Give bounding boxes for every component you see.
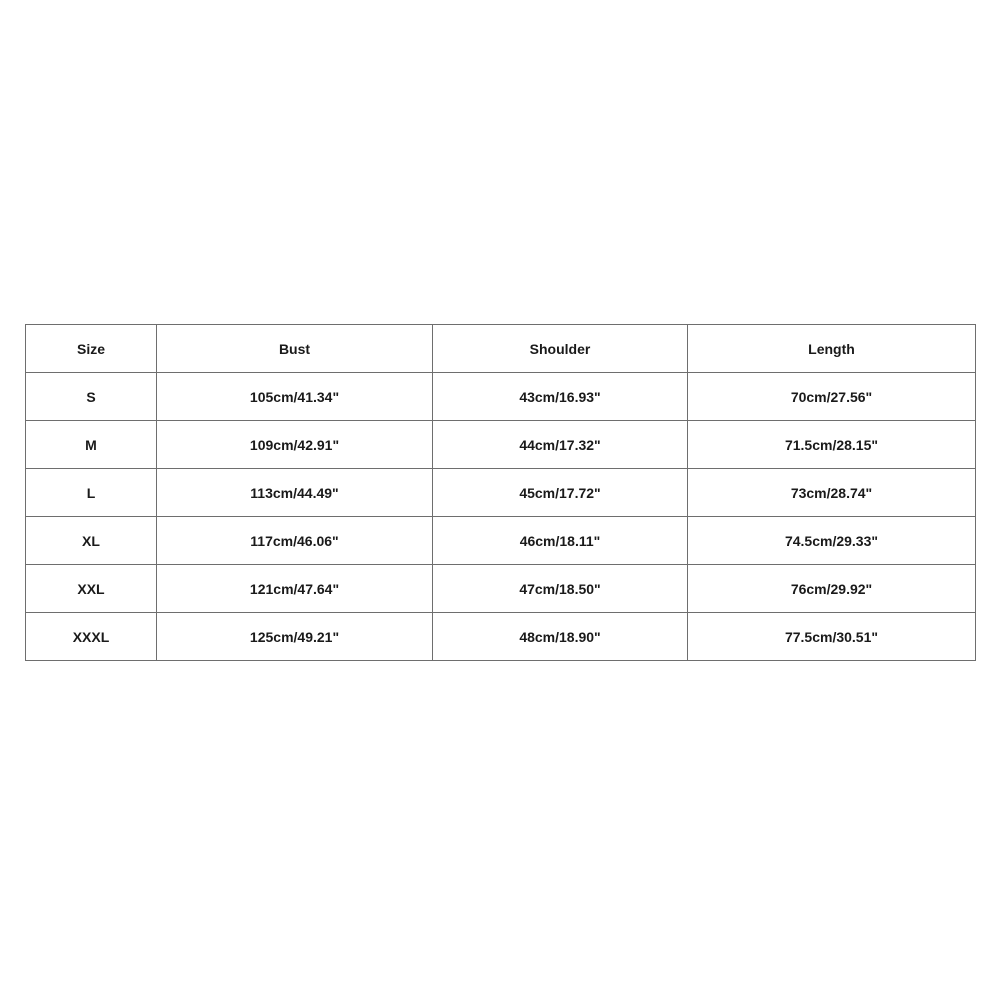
length-cell: 73cm/28.74" <box>688 469 976 517</box>
table-row <box>26 469 976 517</box>
length-cell: 76cm/29.92" <box>688 565 976 613</box>
table-row <box>26 373 976 421</box>
header-bust: Bust <box>157 325 433 373</box>
size-cell: XXL <box>26 565 157 613</box>
bust-cell: 109cm/42.91" <box>157 421 433 469</box>
bust-cell: 117cm/46.06" <box>157 517 433 565</box>
shoulder-cell: 47cm/18.50" <box>433 565 688 613</box>
shoulder-cell: 45cm/17.72" <box>433 469 688 517</box>
size-cell: XXXL <box>26 613 157 661</box>
size-cell: L <box>26 469 157 517</box>
size-cell: M <box>26 421 157 469</box>
bust-cell: 125cm/49.21" <box>157 613 433 661</box>
shoulder-cell: 43cm/16.93" <box>433 373 688 421</box>
shoulder-cell: 46cm/18.11" <box>433 517 688 565</box>
bust-cell: 113cm/44.49" <box>157 469 433 517</box>
table-row <box>26 517 976 565</box>
length-cell: 70cm/27.56" <box>688 373 976 421</box>
shoulder-cell: 48cm/18.90" <box>433 613 688 661</box>
size-cell: XL <box>26 517 157 565</box>
header-row <box>26 325 976 373</box>
length-cell: 74.5cm/29.33" <box>688 517 976 565</box>
length-cell: 71.5cm/28.15" <box>688 421 976 469</box>
size-cell: S <box>26 373 157 421</box>
table-row <box>26 565 976 613</box>
table-row <box>26 613 976 661</box>
size-chart-table <box>25 324 976 661</box>
bust-cell: 105cm/41.34" <box>157 373 433 421</box>
header-shoulder: Shoulder <box>433 325 688 373</box>
shoulder-cell: 44cm/17.32" <box>433 421 688 469</box>
table-row <box>26 421 976 469</box>
length-cell: 77.5cm/30.51" <box>688 613 976 661</box>
header-size: Size <box>26 325 157 373</box>
header-length: Length <box>688 325 976 373</box>
bust-cell: 121cm/47.64" <box>157 565 433 613</box>
